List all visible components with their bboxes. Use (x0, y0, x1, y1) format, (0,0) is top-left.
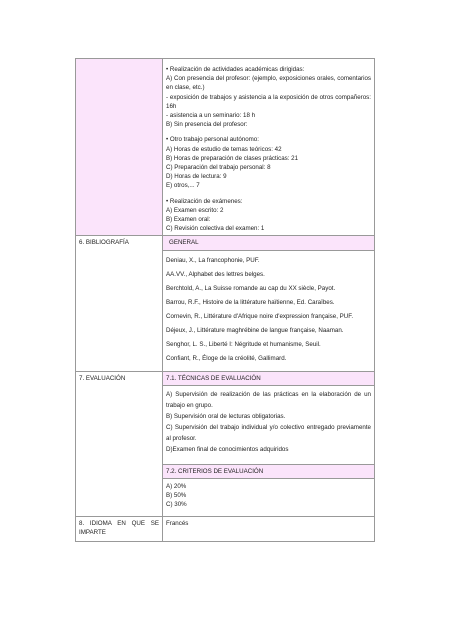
bibliografia-cell (163, 236, 375, 371)
bibliografia-row (76, 236, 375, 371)
activity-line: A) Examen escrito: 2 (166, 206, 224, 214)
citation: Senghor, L. S., Liberté I: Négritude et humanisme, Seuil. (166, 340, 321, 348)
tecnica-item: B) Supervisión oral de lecturas obligatorias. (166, 412, 286, 420)
citation: AA.VV., Alphabet des lettres belges. (166, 270, 265, 278)
idioma-value: Francés (163, 516, 375, 541)
activity-line: • Realización de actividades académicas dirigidas: (166, 66, 305, 73)
idioma-label: 8. IDIOMA EN QUE SE IMPARTE (76, 516, 163, 541)
activity-line: A) Horas de estudio de temas teóricos: 42 (166, 145, 282, 153)
criterio-item: A) 20% (166, 483, 187, 491)
activity-line: - asistencia a un seminario: 18 h (166, 112, 256, 120)
activity-line: B) Examen oral: (166, 216, 211, 224)
activity-line: • Realización de exámenes: (166, 197, 243, 205)
tecnica-item: C) Supervisión del trabajo individual y/o colectivo entregado previamente al profesor. (166, 423, 371, 442)
evaluacion-label: 7. EVALUACIÓN (76, 371, 163, 516)
activity-line: • Otro trabajo personal autónomo: (166, 136, 259, 144)
activity-line: B) Horas de preparación de clases prácticas: 21 (166, 154, 299, 162)
citation: Cornevin, R., Littérature d'Afrique noire d'expression française, PUF. (166, 312, 354, 320)
activity-line: C) Revisión colectiva del examen: 1 (166, 225, 265, 233)
activity-line: A) Con presencia del profesor: (ejemplo, exposiciones orales, comentarios en clase, etc.) (166, 75, 371, 92)
evaluacion-cell (163, 371, 375, 516)
citation: Barrou, R.F., Histoire de la littérature haïtienne, Ed. Caraïbes. (166, 298, 335, 306)
criterios-header: 7.2. CRITERIOS DE EVALUACIÓN (163, 464, 374, 479)
activities-label-cell (76, 59, 163, 236)
citation: Confiant, R., Éloge de la créolité, Gallimard. (166, 354, 287, 362)
activity-line: C) Preparación del trabajo personal: 8 (166, 164, 271, 172)
bibliografia-label: 6. BIBLIOGRAFÍA (76, 236, 163, 371)
activities-cell (163, 59, 375, 236)
citation: Berchtold, A., La Suisse romande au cap du XX siècle, Payot. (166, 284, 336, 292)
citation-list (163, 251, 374, 371)
course-table (75, 58, 375, 542)
tecnica-item: A) Supervisión de realización de las prácticas en la elaboración de un trabajo en grupo. (166, 390, 371, 409)
criterio-item: C) 30% (166, 501, 187, 509)
idioma-row (76, 516, 375, 541)
activity-line: B) Sin presencia del profesor: (166, 121, 248, 129)
activity-line: E) otros,... 7 (166, 182, 200, 190)
tecnicas-header: 7.1. TÉCNICAS DE EVALUACIÓN (163, 372, 374, 386)
criterio-item: B) 50% (166, 492, 187, 500)
evaluacion-row (76, 371, 375, 516)
activities-row (76, 59, 375, 236)
criterios-list (163, 479, 374, 516)
bibliografia-header: GENERAL (163, 236, 374, 250)
activity-line: - exposición de trabajos y asistencia a la exposición de otros compañeros: 16h (166, 93, 371, 110)
activity-line: D) Horas de lectura: 9 (166, 173, 227, 181)
citation: Déjeux, J., Littérature maghrébine de langue française, Naaman. (166, 326, 344, 334)
tecnica-item: D)Examen final de conocimientos adquiridos (166, 445, 289, 453)
tecnicas-list (163, 386, 374, 464)
citation: Deniau, X., La francophonie, PUF. (166, 256, 260, 264)
